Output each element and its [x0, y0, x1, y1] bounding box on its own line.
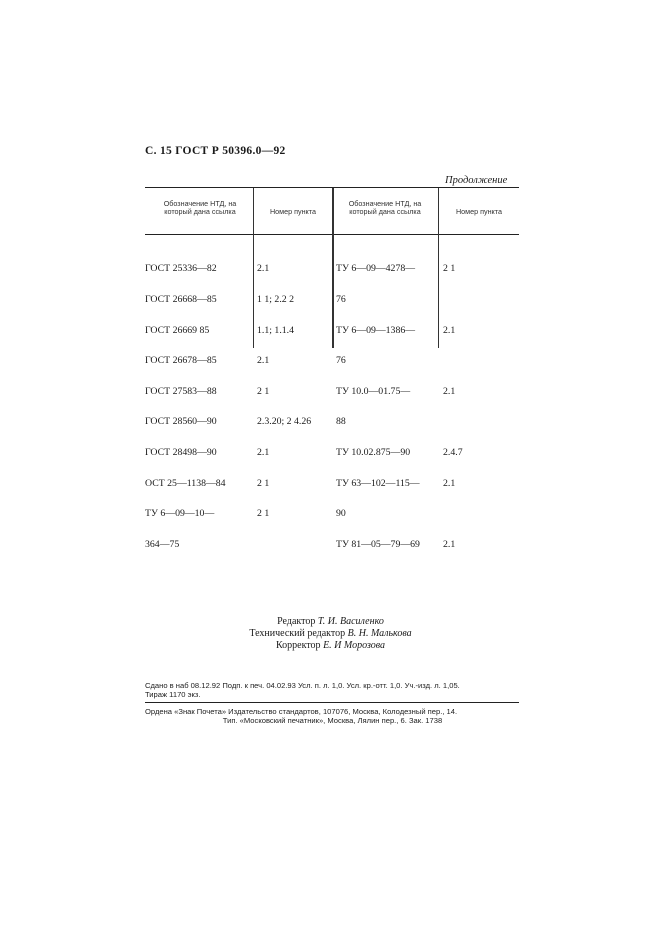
table-cell: ОСТ 25—1138—84: [145, 477, 226, 489]
table-cell: ГОСТ 27583—88: [145, 385, 217, 397]
publisher-block: [145, 707, 520, 725]
table-cell: [443, 356, 463, 366]
credits-block: [0, 616, 661, 652]
table-cell: 76: [336, 294, 346, 306]
tech-editor-line: [0, 628, 661, 640]
continuation-label: Продолжение: [445, 175, 508, 186]
table-cell: 2.1: [443, 385, 456, 397]
editor-role: Редактор: [277, 616, 316, 627]
left-clause-column: [257, 244, 311, 540]
table-cell: 2 1: [443, 263, 456, 275]
table-cell: ГОСТ 26678—85: [145, 355, 217, 367]
right-doc-column: [336, 244, 420, 571]
editor-line: [0, 616, 661, 628]
table-cell: 90: [336, 508, 346, 520]
table-cell: 2.1: [443, 538, 456, 550]
proofreader-line: [0, 640, 661, 652]
table-cell: 2 1: [257, 508, 270, 520]
imprint-divider: [145, 702, 519, 703]
header-clause-right: Номер пункта: [455, 207, 502, 216]
table-cell: ТУ 6—09—4278—: [336, 263, 416, 275]
table-cell: 364—75: [145, 538, 180, 550]
table-cell: 2.3.20; 2 4.26: [257, 416, 312, 428]
table-cell: 2 1: [257, 385, 270, 397]
publisher-line-2: Тип. «Московский печатник», Москва, Лялин пер., 6. Зак. 1738: [222, 716, 443, 725]
table-cell: ТУ 6—09—10—: [145, 508, 215, 520]
table-cell: 1.1; 1.1.4: [257, 324, 295, 336]
imprint-block: [145, 681, 520, 699]
table-cell: [443, 417, 463, 427]
imprint-line-1: Сдано в наб 08.12.92 Подп. к печ. 04.02.93 Усл. п. л. 1,0. Усл. кр.-отт. 1,0. Уч.-изд. л. 1,05.: [145, 681, 460, 690]
table-cell: 88: [336, 416, 346, 428]
table-cell: 2.1: [257, 263, 270, 275]
left-doc-column: [145, 244, 226, 571]
table-cell: [443, 295, 463, 305]
table-cell: 76: [336, 355, 346, 367]
col-divider-center: [332, 188, 334, 348]
page-header: С. 15 ГОСТ Р 50396.0—92: [145, 145, 286, 157]
table-cell: 2 1: [257, 477, 270, 489]
header-clause-left: Номер пункта: [269, 207, 316, 216]
table-cell: 2.1: [443, 477, 456, 489]
table-cell: 1 1; 2.2 2: [257, 294, 295, 306]
proofreader-name: Е. И Морозова: [323, 640, 385, 651]
table-cell: 2.1: [257, 355, 270, 367]
table-cell: ТУ 10.02.875—90: [336, 447, 411, 459]
tech-editor-role: Технический редактор: [249, 628, 346, 639]
table-cell: ГОСТ 26668—85: [145, 294, 217, 306]
publisher-line-1: Ордена «Знак Почета» Издательство стандартов, 107076, Москва, Колодезный пер., 14.: [145, 707, 458, 716]
table-cell: ТУ 6—09—1386—: [336, 324, 416, 336]
proofreader-role: Корректор: [275, 640, 321, 651]
imprint-line-2: Тираж 1170 экз.: [145, 690, 201, 699]
header-ref-doc-right: Обозначение НТД, на который дана ссылка: [348, 199, 422, 216]
table-cell: ТУ 63—102—115—: [336, 477, 420, 489]
tech-editor-name: В. Н. Малькова: [347, 628, 412, 639]
right-clause-column: [443, 244, 463, 570]
table-cell: [443, 509, 463, 519]
table-cell: 2.1: [443, 324, 456, 336]
table-cell: ГОСТ 28560—90: [145, 416, 217, 428]
table-cell: ТУ 81—05—79—69: [336, 538, 420, 550]
editor-name: Т. И. Василенко: [317, 616, 384, 627]
table-cell: 2.4.7: [443, 446, 463, 458]
table-cell: ТУ 10.0—01.75—: [336, 385, 411, 397]
header-ref-doc-left: Обозначение НТД, на который дана ссылка: [163, 199, 237, 216]
table-cell: ГОСТ 25336—82: [145, 263, 217, 275]
table-cell: ГОСТ 26669 85: [145, 324, 210, 336]
table-cell: ГОСТ 28498—90: [145, 447, 217, 459]
table-cell: 2.1: [257, 447, 270, 459]
